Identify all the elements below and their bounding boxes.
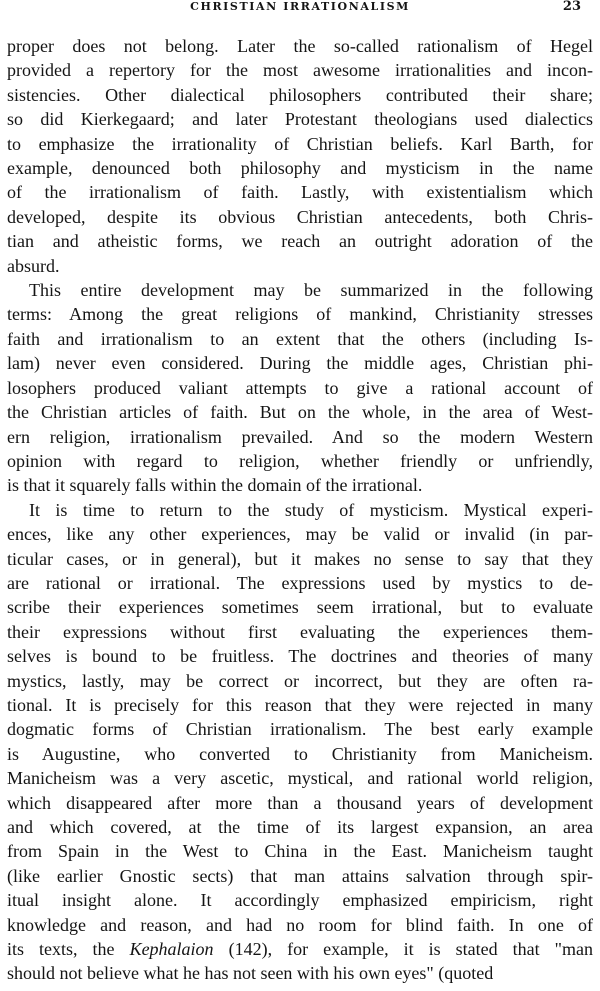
text-line: tian and atheistic forms, we reach an outright adoration of the: [7, 231, 593, 252]
text-line: which disappeared after more than a thousand years of development: [7, 792, 593, 813]
text-line: provided a repertory for the most awesome irrationalities and incon-: [7, 60, 593, 81]
text-line: ences, like any other experiences, may be valid or invalid (in par-: [7, 524, 593, 545]
text-line: proper does not belong. Later the so-called rationalism of Hegel: [7, 36, 593, 56]
text-line: lam) never even considered. During the middle ages, Christian phi-: [7, 353, 593, 374]
text-line: ern religion, irrationalism prevailed. And so the modern Western: [7, 426, 593, 447]
body-text: [7, 34, 593, 986]
text-fragment: (142), for example, it is stated that "man: [213, 939, 593, 960]
text-line: It is time to return to the study of mysticism. Mystical experi-: [29, 499, 593, 520]
text-line: sistencies. Other dialectical philosophers contributed their share;: [7, 84, 593, 105]
text-line: [7, 937, 593, 961]
text-line: selves is bound to be fruitless. The doctrines and theories of many: [7, 646, 593, 667]
text-line: and which covered, at the time of its largest expansion, an area: [7, 817, 593, 837]
text-line: tional. It is precisely for this reason that they were rejected in many: [7, 694, 593, 715]
text-line: should not believe what he has not seen with his own eyes" (quoted: [7, 963, 494, 984]
running-head: [7, 0, 593, 20]
text-line: faith and irrationalism to an extent that the others (including Is-: [7, 328, 593, 349]
text-line: terms: Among the great religions of mankind, Christianity stresses: [7, 304, 593, 325]
text-line: to emphasize the irrationality of Christian beliefs. Karl Barth, for: [7, 133, 593, 154]
text-line: absurd.: [7, 255, 60, 276]
text-line: scribe their experiences sometimes seem irrational, but to evaluate: [7, 597, 593, 618]
text-line: the Christian articles of faith. But on the whole, in the area of West-: [7, 402, 593, 423]
italic-title: Kephalaion: [129, 939, 214, 960]
page-number: 23: [562, 0, 581, 14]
text-line: itual insight alone. It accordingly emphasized empiricism, right: [7, 890, 593, 911]
text-line: so did Kierkegaard; and later Protestant theologians used dialectics: [7, 109, 593, 130]
paragraph-2: [7, 278, 593, 498]
text-line: their expressions without first evaluating the experiences them-: [7, 621, 593, 642]
text-line: ticular cases, or in general), but it makes no sense to say that they: [7, 548, 593, 569]
text-line: of the irrationalism of faith. Lastly, with existentialism which: [7, 182, 593, 203]
text-line: losophers produced valiant attempts to give a rational account of: [7, 377, 593, 398]
text-line: from Spain in the West to China in the East. Manicheism taught: [7, 841, 593, 862]
text-line: dogmatic forms of Christian irrationalism. The best early example: [7, 719, 593, 740]
text-fragment: its texts, the: [7, 939, 130, 960]
text-line: are rational or irrational. The expressions used by mystics to de-: [7, 572, 593, 593]
running-title: CHRISTIAN IRRATIONALISM: [190, 0, 410, 13]
text-line: is Augustine, who converted to Christianity from Manicheism.: [7, 743, 593, 764]
text-line: This entire development may be summarized in the following: [29, 280, 593, 301]
paragraph-1: [7, 34, 593, 278]
text-line: developed, despite its obvious Christian antecedents, both Chris-: [7, 206, 593, 227]
text-line: example, denounced both philosophy and mysticism in the name: [7, 158, 593, 179]
text-line: mystics, lastly, may be correct or incorrect, but they are often ra-: [7, 670, 593, 691]
text-line: (like earlier Gnostic sects) that man attains salvation through spir-: [7, 865, 593, 886]
text-line: Manicheism was a very ascetic, mystical, and rational world religion,: [7, 768, 593, 789]
text-line: opinion with regard to religion, whether friendly or unfriendly,: [7, 450, 593, 471]
paragraph-3: [7, 498, 593, 986]
text-line: knowledge and reason, and had no room for blind faith. In one of: [7, 914, 593, 935]
text-line: is that it squarely falls within the domain of the irrational.: [7, 475, 423, 496]
